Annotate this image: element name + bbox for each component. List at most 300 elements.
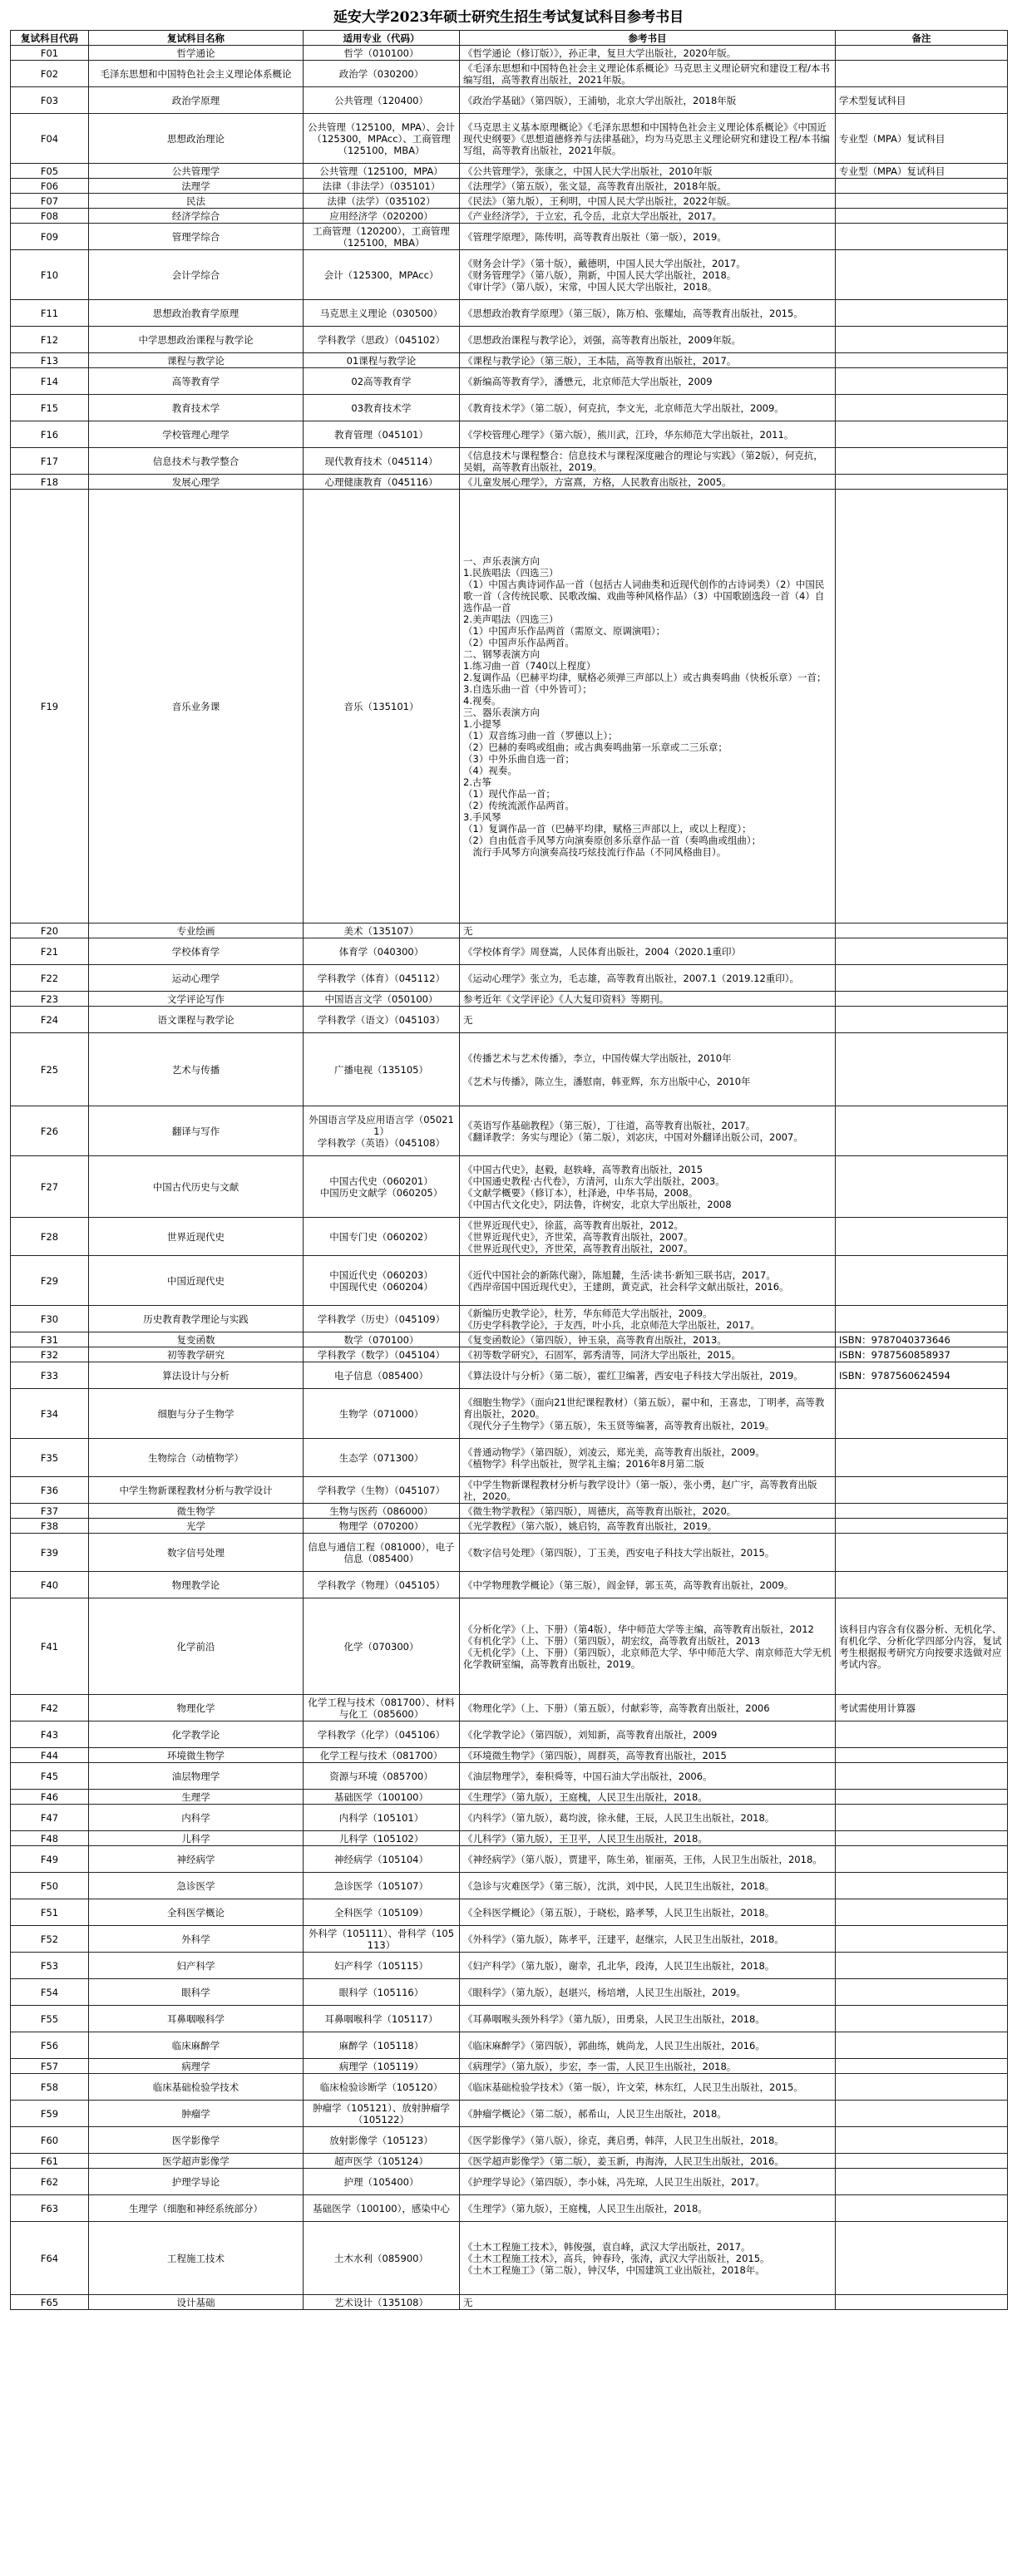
table-row	[11, 2195, 1008, 2222]
reference-books-cell: 《病理学》（第九版），步宏，李一雷，人民卫生出版社，2018。	[460, 2059, 836, 2074]
notes-cell	[836, 992, 1008, 1007]
table-row	[11, 46, 1008, 61]
subject-code-cell: F55	[11, 2006, 89, 2032]
subject-name-cell: 政治学原理	[89, 87, 304, 114]
table-row	[11, 2032, 1008, 2059]
major-cell: 基础医学（100100），感染中心	[304, 2195, 460, 2222]
reference-books-cell: 《临床基础检验学技术》（第一版），许文荣，林东红，人民卫生出版社，2015。	[460, 2074, 836, 2101]
subject-name-cell: 微生物学	[89, 1504, 304, 1519]
subject-name-cell: 毛泽东思想和中国特色社会主义理论体系概论	[89, 61, 304, 87]
subject-code-cell: F09	[11, 224, 89, 250]
reference-books-cell: 《英语写作基础教程》（第三版），丁往道，高等教育出版社，2017。 《翻译教学：务实与理论》（第二版），刘宓庆，中国对外翻译出版公司，2007。	[460, 1106, 836, 1156]
table-row	[11, 2101, 1008, 2127]
subject-code-cell: F18	[11, 475, 89, 490]
notes-cell	[836, 2074, 1008, 2101]
subject-code-cell: F47	[11, 1805, 89, 1831]
reference-books-cell: 参考近年《文学评论》《人大复印资料》等期刊。	[460, 992, 836, 1007]
subject-name-cell: 细胞与分子生物学	[89, 1389, 304, 1439]
subject-code-cell: F04	[11, 114, 89, 164]
subject-code-cell: F58	[11, 2074, 89, 2101]
reference-books-cell: 《中学物理教学概论》（第三版），阎金铎，郭玉英，高等教育出版社，2009。	[460, 1572, 836, 1598]
subject-name-cell: 经济学综合	[89, 209, 304, 224]
subject-name-cell: 思想政治理论	[89, 114, 304, 164]
subject-code-cell: F64	[11, 2222, 89, 2295]
subject-name-cell: 音乐业务课	[89, 490, 304, 924]
table-row	[11, 1534, 1008, 1572]
major-cell: 02高等教育学	[304, 368, 460, 395]
reference-books-cell: 《肿瘤学概论》（第二版），郝希山，人民卫生出版社，2018。	[460, 2101, 836, 2127]
major-cell: 学科教学（历史）（045109）	[304, 1306, 460, 1332]
table-row	[11, 353, 1008, 368]
subject-name-cell: 会计学综合	[89, 250, 304, 300]
subject-code-cell: F51	[11, 1899, 89, 1926]
subject-code-cell: F53	[11, 1953, 89, 1979]
major-cell: 学科教学（语文）（045103）	[304, 1007, 460, 1033]
table-row	[11, 1598, 1008, 1695]
major-cell: 中国专门史（060202）	[304, 1218, 460, 1256]
reference-books-cell: 《课程与教学论》（第三版），王本陆，高等教育出版社，2017。	[460, 353, 836, 368]
notes-cell	[836, 368, 1008, 395]
reference-books-cell: 《神经病学》（第八版），贾建平，陈生弟，崔丽英，王伟，人民卫生出版社，2018。	[460, 1846, 836, 1873]
notes-cell	[836, 490, 1008, 924]
table-row	[11, 114, 1008, 164]
header-code: 复试科目代码	[11, 31, 89, 46]
notes-cell	[836, 1899, 1008, 1926]
header-subject-name: 复试科目名称	[89, 31, 304, 46]
major-cell: 生态学（071300）	[304, 1439, 460, 1477]
subject-code-cell: F40	[11, 1572, 89, 1598]
table-row	[11, 2169, 1008, 2195]
subject-name-cell: 神经病学	[89, 1846, 304, 1873]
reference-books-cell: 《内科学》（第九版），葛均波，徐永健，王辰，人民卫生出版社，2018。	[460, 1805, 836, 1831]
reference-books-cell: 《普通动物学》（第四版），刘凌云，郑光美，高等教育出版社，2009。 《植物学》科学出版社，贺学礼主编；2016年8月第二版	[460, 1439, 836, 1477]
subject-code-cell: F07	[11, 194, 89, 209]
notes-cell	[836, 1572, 1008, 1598]
subject-name-cell: 艺术与传播	[89, 1033, 304, 1106]
reference-books-cell: 无	[460, 2295, 836, 2310]
notes-cell	[836, 1218, 1008, 1256]
notes-cell: ISBN：9787040373646	[836, 1332, 1008, 1347]
table-row	[11, 179, 1008, 194]
subject-code-cell: F45	[11, 1763, 89, 1790]
subject-code-cell: F31	[11, 1332, 89, 1347]
subject-code-cell: F15	[11, 395, 89, 421]
subject-code-cell: F56	[11, 2032, 89, 2059]
notes-cell	[836, 179, 1008, 194]
subject-code-cell: F46	[11, 1790, 89, 1805]
major-cell: 学科教学（物理）（045105）	[304, 1572, 460, 1598]
document-title: 延安大学2023年硕士研究生招生考试复试科目参考书目	[333, 9, 684, 26]
major-cell: 病理学（105119）	[304, 2059, 460, 2074]
major-cell: 学科教学（生物）（045107）	[304, 1477, 460, 1504]
subject-name-cell: 环境微生物学	[89, 1748, 304, 1763]
subject-name-cell: 全科医学概论	[89, 1899, 304, 1926]
reference-books-cell: 《算法设计与分析》（第二版），霍红卫编著，西安电子科技大学出版社，2019。	[460, 1362, 836, 1389]
subject-name-cell: 高等教育学	[89, 368, 304, 395]
major-cell: 护理（105400）	[304, 2169, 460, 2195]
reference-books-cell: 《教育技术学》（第二版），何克抗，李文光，北京师范大学出版社，2009。	[460, 395, 836, 421]
notes-cell	[836, 1534, 1008, 1572]
major-cell: 01课程与教学论	[304, 353, 460, 368]
reference-books-cell: 《光学教程》（第六版），姚启钧，高等教育出版社，2019。	[460, 1519, 836, 1534]
reference-books-cell: 《毛泽东思想和中国特色社会主义理论体系概论》马克思主义理论研究和建设工程/本书编写组，高等教育出版社，2021年版。	[460, 61, 836, 87]
subject-name-cell: 物理化学	[89, 1695, 304, 1721]
table-row	[11, 61, 1008, 87]
notes-cell	[836, 395, 1008, 421]
subject-code-cell: F14	[11, 368, 89, 395]
subject-code-cell: F05	[11, 164, 89, 179]
subject-name-cell: 护理学导论	[89, 2169, 304, 2195]
notes-cell	[836, 965, 1008, 992]
subject-code-cell: F13	[11, 353, 89, 368]
subject-name-cell: 发展心理学	[89, 475, 304, 490]
subject-code-cell: F37	[11, 1504, 89, 1519]
table-header-row	[11, 31, 1008, 46]
notes-cell	[836, 1790, 1008, 1805]
notes-cell	[836, 2295, 1008, 2310]
subject-code-cell: F12	[11, 327, 89, 353]
table-row	[11, 395, 1008, 421]
notes-cell	[836, 2154, 1008, 2169]
notes-cell	[836, 2101, 1008, 2127]
major-cell: 心理健康教育（045116）	[304, 475, 460, 490]
subject-code-cell: F21	[11, 938, 89, 965]
table-row	[11, 194, 1008, 209]
table-row	[11, 1007, 1008, 1033]
subject-code-cell: F57	[11, 2059, 89, 2074]
notes-cell	[836, 1519, 1008, 1534]
subject-code-cell: F20	[11, 924, 89, 938]
notes-cell	[836, 300, 1008, 327]
subject-code-cell: F34	[11, 1389, 89, 1439]
table-row	[11, 1979, 1008, 2006]
major-cell: 应用经济学（020200）	[304, 209, 460, 224]
table-row	[11, 327, 1008, 353]
notes-cell	[836, 209, 1008, 224]
reference-books-cell: 《护理学导论》（第四版），李小妹，冯先琼，人民卫生出版社，2017。	[460, 2169, 836, 2195]
notes-cell	[836, 1805, 1008, 1831]
notes-cell: 该科目内容含有仪器分析、无机化学、有机化学、分析化学四部分内容，复试考生根据报考研究方向按要求选做对应考试内容。	[836, 1598, 1008, 1695]
major-cell: 资源与环境（085700）	[304, 1763, 460, 1790]
reference-books-cell: 《运动心理学》张立为，毛志雄，高等教育出版社，2007.1（2019.12重印）。	[460, 965, 836, 992]
notes-cell	[836, 2169, 1008, 2195]
reference-books-cell: 《儿科学》（第九版），王卫平，人民卫生出版社，2018。	[460, 1831, 836, 1846]
reference-books-cell: 《财务会计学》（第十版），戴德明，中国人民大学出版社，2017。 《财务管理学》（第八版），荆新，中国人民大学出版社，2018。 《审计学》（第八版），宋常，中国人民大学出版社，2018。	[460, 250, 836, 300]
subject-name-cell: 眼科学	[89, 1979, 304, 2006]
reference-books-cell: 《妇产科学》（第九版），谢幸，孔北华，段涛，人民卫生出版社，2018。	[460, 1953, 836, 1979]
major-cell: 公共管理（125100，MPA）、会计（125300，MPAcc）、工商管理（125100，MBA）	[304, 114, 460, 164]
major-cell: 化学工程与技术（081700）、材料与化工（085600）	[304, 1695, 460, 1721]
notes-cell	[836, 448, 1008, 475]
reference-books-cell: 《公共管理学》，张康之，中国人民大学出版社，2010年版	[460, 164, 836, 179]
subject-name-cell: 设计基础	[89, 2295, 304, 2310]
notes-cell	[836, 1763, 1008, 1790]
reference-books-cell: 《化学教学论》（第四版），刘知新，高等教育出版社，2009	[460, 1721, 836, 1748]
table-row	[11, 1805, 1008, 1831]
major-cell: 放射影像学（105123）	[304, 2127, 460, 2154]
subject-name-cell: 生理学（细胞和神经系统部分）	[89, 2195, 304, 2222]
major-cell: 广播电视（135105）	[304, 1033, 460, 1106]
notes-cell	[836, 2222, 1008, 2295]
subject-name-cell: 思想政治教育学原理	[89, 300, 304, 327]
table-row	[11, 924, 1008, 938]
table-row	[11, 1347, 1008, 1362]
major-cell: 学科教学（体育）（045112）	[304, 965, 460, 992]
notes-cell: ISBN：9787560624594	[836, 1362, 1008, 1389]
major-cell: 体育学（040300）	[304, 938, 460, 965]
subject-name-cell: 中国近现代史	[89, 1256, 304, 1306]
major-cell: 中国语言文学（050100）	[304, 992, 460, 1007]
reference-books-cell: 《信息技术与课程整合：信息技术与课程深度融合的理论与实践》（第2版），何克抗，吴娟，高等教育出版社，2019。	[460, 448, 836, 475]
major-cell: 急诊医学（105107）	[304, 1873, 460, 1899]
major-cell: 数学（070100）	[304, 1332, 460, 1347]
table-row	[11, 2222, 1008, 2295]
table-row	[11, 1477, 1008, 1504]
reference-books-cell: 《政治学基础》（第四版），王浦劬，北京大学出版社，2018年版	[460, 87, 836, 114]
subject-code-cell: F36	[11, 1477, 89, 1504]
reference-books-cell: 《儿童发展心理学》，方富熹，方格，人民教育出版社，2005。	[460, 475, 836, 490]
reference-books-cell: 《临床麻醉学》（第四版），郭曲练，姚尚龙，人民卫生出版社，2016。	[460, 2032, 836, 2059]
subject-name-cell: 生物综合（动植物学）	[89, 1439, 304, 1477]
notes-cell	[836, 475, 1008, 490]
subject-name-cell: 文学评论写作	[89, 992, 304, 1007]
reference-books-cell: 《土木工程施工技术》，韩俊强，袁自峰，武汉大学出版社，2017。 《土木工程施工技术》，高兵，钟春玲，张涛，武汉大学出版社，2015。 《土木工程施工》（第二版），钟汉华，中国建筑工业出版社，2018年。	[460, 2222, 836, 2295]
subject-code-cell: F33	[11, 1362, 89, 1389]
major-cell: 生物与医药（086000）	[304, 1504, 460, 1519]
notes-cell	[836, 1873, 1008, 1899]
reference-books-cell: 《生理学》（第九版），王庭槐，人民卫生出版社，2018。	[460, 2195, 836, 2222]
major-cell: 马克思主义理论（030500）	[304, 300, 460, 327]
major-cell: 哲学（010100）	[304, 46, 460, 61]
subject-code-cell: F26	[11, 1106, 89, 1156]
notes-cell	[836, 938, 1008, 965]
subject-code-cell: F54	[11, 1979, 89, 2006]
reference-books-cell: 《微生物学教程》（第四版），周德庆，高等教育出版社，2020。	[460, 1504, 836, 1519]
major-cell: 化学工程与技术（081700）	[304, 1748, 460, 1763]
table-row	[11, 475, 1008, 490]
subject-code-cell: F65	[11, 2295, 89, 2310]
subject-code-cell: F30	[11, 1306, 89, 1332]
major-cell: 神经病学（105104）	[304, 1846, 460, 1873]
subject-name-cell: 生理学	[89, 1790, 304, 1805]
table-row	[11, 2154, 1008, 2169]
table-row	[11, 965, 1008, 992]
major-cell: 生物学（071000）	[304, 1389, 460, 1439]
major-cell: 音乐（135101）	[304, 490, 460, 924]
subject-code-cell: F17	[11, 448, 89, 475]
reference-books-cell: 《新编历史教学论》，杜芳，华东师范大学出版社，2009。 《历史学科教学论》，于友西，叶小兵，北京师范大学出版社，2017。	[460, 1306, 836, 1332]
subject-name-cell: 耳鼻咽喉科学	[89, 2006, 304, 2032]
subject-code-cell: F02	[11, 61, 89, 87]
major-cell: 麻醉学（105118）	[304, 2032, 460, 2059]
table-row	[11, 1763, 1008, 1790]
notes-cell	[836, 353, 1008, 368]
notes-cell	[836, 1748, 1008, 1763]
reference-books-table	[10, 30, 1008, 2310]
table-row	[11, 448, 1008, 475]
subject-code-cell: F60	[11, 2127, 89, 2154]
reference-books-cell: 《传播艺术与艺术传播》，李立，中国传媒大学出版社，2010年 《艺术与传播》，陈立生，潘慰南，韩亚辉，东方出版中心，2010年	[460, 1033, 836, 1106]
table-row	[11, 1790, 1008, 1805]
table-row	[11, 1926, 1008, 1953]
subject-code-cell: F35	[11, 1439, 89, 1477]
reference-books-cell: 《油层物理学》，秦积舜等，中国石油大学出版社，2006。	[460, 1763, 836, 1790]
subject-code-cell: F24	[11, 1007, 89, 1033]
major-cell: 内科学（105101）	[304, 1805, 460, 1831]
notes-cell	[836, 1831, 1008, 1846]
reference-books-cell: 《细胞生物学》（面向21世纪课程教材）（第五版），翟中和，王喜忠，丁明孝，高等教育出版社，2020。 《现代分子生物学》（第五版），朱玉贤等编著，高等教育出版社，2019。	[460, 1389, 836, 1439]
table-row	[11, 164, 1008, 179]
major-cell: 法律（法学）（035102）	[304, 194, 460, 209]
reference-books-cell: 《新编高等教育学》，潘懋元，北京师范大学出版社，2009	[460, 368, 836, 395]
notes-cell	[836, 1504, 1008, 1519]
table-row	[11, 224, 1008, 250]
table-row	[11, 1389, 1008, 1439]
major-cell: 物理学（070200）	[304, 1519, 460, 1534]
reference-books-cell: 《中学生物新课程教材分析与教学设计》（第一版），张小勇，赵广宇，高等教育出版社，2020。	[460, 1477, 836, 1504]
notes-cell	[836, 1306, 1008, 1332]
notes-cell	[836, 1477, 1008, 1504]
subject-name-cell: 复变函数	[89, 1332, 304, 1347]
major-cell: 妇产科学（105115）	[304, 1953, 460, 1979]
table-row	[11, 1572, 1008, 1598]
subject-name-cell: 运动心理学	[89, 965, 304, 992]
subject-name-cell: 工程施工技术	[89, 2222, 304, 2295]
table-row	[11, 1504, 1008, 1519]
table-row	[11, 2295, 1008, 2310]
subject-code-cell: F08	[11, 209, 89, 224]
table-row	[11, 250, 1008, 300]
notes-cell	[836, 1979, 1008, 2006]
major-cell: 超声医学（105124）	[304, 2154, 460, 2169]
subject-name-cell: 中国古代历史与文献	[89, 1156, 304, 1218]
subject-code-cell: F41	[11, 1598, 89, 1695]
subject-name-cell: 教育技术学	[89, 395, 304, 421]
subject-name-cell: 病理学	[89, 2059, 304, 2074]
major-cell: 基础医学（100100）	[304, 1790, 460, 1805]
subject-code-cell: F61	[11, 2154, 89, 2169]
subject-name-cell: 语文课程与教学论	[89, 1007, 304, 1033]
subject-code-cell: F25	[11, 1033, 89, 1106]
major-cell: 工商管理（120200），工商管理（125100，MBA）	[304, 224, 460, 250]
subject-name-cell: 物理教学论	[89, 1572, 304, 1598]
subject-name-cell: 历史教育教学理论与实践	[89, 1306, 304, 1332]
reference-books-cell: 《哲学通论（修订版）》，孙正聿，复旦大学出版社，2020年版。	[460, 46, 836, 61]
notes-cell	[836, 2006, 1008, 2032]
reference-books-cell: 《外科学》（第九版），陈孝平，汪建平，赵继宗，人民卫生出版社，2018。	[460, 1926, 836, 1953]
table-row	[11, 938, 1008, 965]
table-row	[11, 300, 1008, 327]
reference-books-cell: 《近代中国社会的新陈代谢》，陈旭麓，生活·读书·新知三联书店，2017。 《西岸帝国中国近现代史》，王建朗，黄克武，社会科学文献出版社，2016。	[460, 1256, 836, 1306]
table-row	[11, 1439, 1008, 1477]
subject-name-cell: 信息技术与教学整合	[89, 448, 304, 475]
table-row	[11, 1831, 1008, 1846]
major-cell: 全科医学（105109）	[304, 1899, 460, 1926]
major-cell: 电子信息（085400）	[304, 1362, 460, 1389]
subject-code-cell: F52	[11, 1926, 89, 1953]
header-notes: 备注	[836, 31, 1008, 46]
notes-cell	[836, 1156, 1008, 1218]
reference-books-cell: 《世界近现代史》，徐蓝，高等教育出版社，2012。 《世界近现代史》，齐世荣，高等教育出版社，2007。 《世界近现代史》，齐世荣，高等教育出版社，2007。	[460, 1218, 836, 1256]
major-cell: 03教育技术学	[304, 395, 460, 421]
subject-name-cell: 油层物理学	[89, 1763, 304, 1790]
table-row	[11, 1846, 1008, 1873]
major-cell: 学科教学（思政）（045102）	[304, 327, 460, 353]
table-row	[11, 87, 1008, 114]
major-cell: 外科学（105111）、骨科学（105113）	[304, 1926, 460, 1953]
table-row	[11, 1899, 1008, 1926]
major-cell: 艺术设计（135108）	[304, 2295, 460, 2310]
notes-cell	[836, 1106, 1008, 1156]
major-cell: 肿瘤学（105121）、放射肿瘤学（105122）	[304, 2101, 460, 2127]
major-cell: 中国近代史（060203） 中国现代史（060204）	[304, 1256, 460, 1306]
table-row	[11, 1695, 1008, 1721]
subject-code-cell: F50	[11, 1873, 89, 1899]
notes-cell	[836, 1007, 1008, 1033]
subject-name-cell: 中学生物新课程教材分析与教学设计	[89, 1477, 304, 1504]
major-cell: 眼科学（105116）	[304, 1979, 460, 2006]
subject-code-cell: F19	[11, 490, 89, 924]
subject-name-cell: 光学	[89, 1519, 304, 1534]
table-row	[11, 1033, 1008, 1106]
reference-books-cell: 《医学影像学》（第八版），徐克，龚启勇，韩萍，人民卫生出版社，2018。	[460, 2127, 836, 2154]
reference-books-cell: 一、声乐表演方向 1.民族唱法（四选三） （1）中国古典诗词作品一首（包括古人词曲类和近现代创作的古诗词类）（2）中国民歌一首（含传统民歌、民歌改编、戏曲等种风格作品）（3）中国歌剧选段一首（4）自选作品一首 2.美声唱法（四选三） （1）中国声乐作品两首（需原文、原调演唱）； （2）中国声乐作品两首。 二、钢琴表演方向 1.练习曲一首（740以上程度） 2.复调作品（巴赫平均律，赋格必须弹三声部以上）或古典奏鸣曲（快板乐章）一首； 3.自选乐曲一首（中外皆可）； 4.视奏。 三、器乐表演方向 1.小提琴 （1）双音练习曲一首（罗德以上）； （2）巴赫的奏鸣或组曲；或古典奏鸣曲第一乐章或二三乐章； （3）中外乐曲自选一首； （4）视奏。 2.古筝 （1）现代作品一首； （2）传统流派作品两首。 3.手风琴 （1）复调作品一首（巴赫平均律，赋格三声部以上，或以上程度）； （2）自由低音手风琴方向演奏原创多乐章作品一首（奏鸣曲或组曲）； 流行手风琴方向演奏高技巧炫技流行作品（不同风格曲目）。	[460, 490, 836, 924]
notes-cell	[836, 46, 1008, 61]
reference-books-cell: 《急诊与灾难医学》（第三版），沈洪，刘中民，人民卫生出版社，2018。	[460, 1873, 836, 1899]
reference-books-cell: 《思想政治课程与教学论》，刘强，高等教育出版社，2009年版。	[460, 327, 836, 353]
reference-books-cell: 《学校管理心理学》（第六版），熊川武，江玲，华东师范大学出版社，2011。	[460, 421, 836, 448]
notes-cell	[836, 1926, 1008, 1953]
subject-name-cell: 化学教学论	[89, 1721, 304, 1748]
subject-name-cell: 中学思想政治课程与教学论	[89, 327, 304, 353]
notes-cell	[836, 250, 1008, 300]
table-row	[11, 1721, 1008, 1748]
subject-name-cell: 算法设计与分析	[89, 1362, 304, 1389]
major-cell: 政治学（030200）	[304, 61, 460, 87]
subject-code-cell: F39	[11, 1534, 89, 1572]
reference-books-cell: 《环境微生物学》（第四版），周群英，高等教育出版社，2015	[460, 1748, 836, 1763]
subject-code-cell: F22	[11, 965, 89, 992]
reference-books-cell: 无	[460, 1007, 836, 1033]
subject-name-cell: 化学前沿	[89, 1598, 304, 1695]
notes-cell	[836, 61, 1008, 87]
major-cell: 土木水利（085900）	[304, 2222, 460, 2295]
major-cell: 公共管理（120400）	[304, 87, 460, 114]
subject-name-cell: 临床麻醉学	[89, 2032, 304, 2059]
major-cell: 学科教学（数学）（045104）	[304, 1347, 460, 1362]
notes-cell	[836, 2032, 1008, 2059]
subject-code-cell: F23	[11, 992, 89, 1007]
table-row	[11, 1256, 1008, 1306]
subject-code-cell: F29	[11, 1256, 89, 1306]
table-row	[11, 992, 1008, 1007]
notes-cell	[836, 1953, 1008, 1979]
notes-cell	[836, 1846, 1008, 1873]
subject-code-cell: F03	[11, 87, 89, 114]
table-row	[11, 1218, 1008, 1256]
notes-cell	[836, 2195, 1008, 2222]
table-row	[11, 1106, 1008, 1156]
subject-code-cell: F16	[11, 421, 89, 448]
major-cell: 会计（125300，MPAcc）	[304, 250, 460, 300]
table-row	[11, 1748, 1008, 1763]
subject-name-cell: 急诊医学	[89, 1873, 304, 1899]
notes-cell	[836, 1439, 1008, 1477]
subject-code-cell: F32	[11, 1347, 89, 1362]
table-row	[11, 1332, 1008, 1347]
subject-name-cell: 初等教学研究	[89, 1347, 304, 1362]
subject-code-cell: F01	[11, 46, 89, 61]
